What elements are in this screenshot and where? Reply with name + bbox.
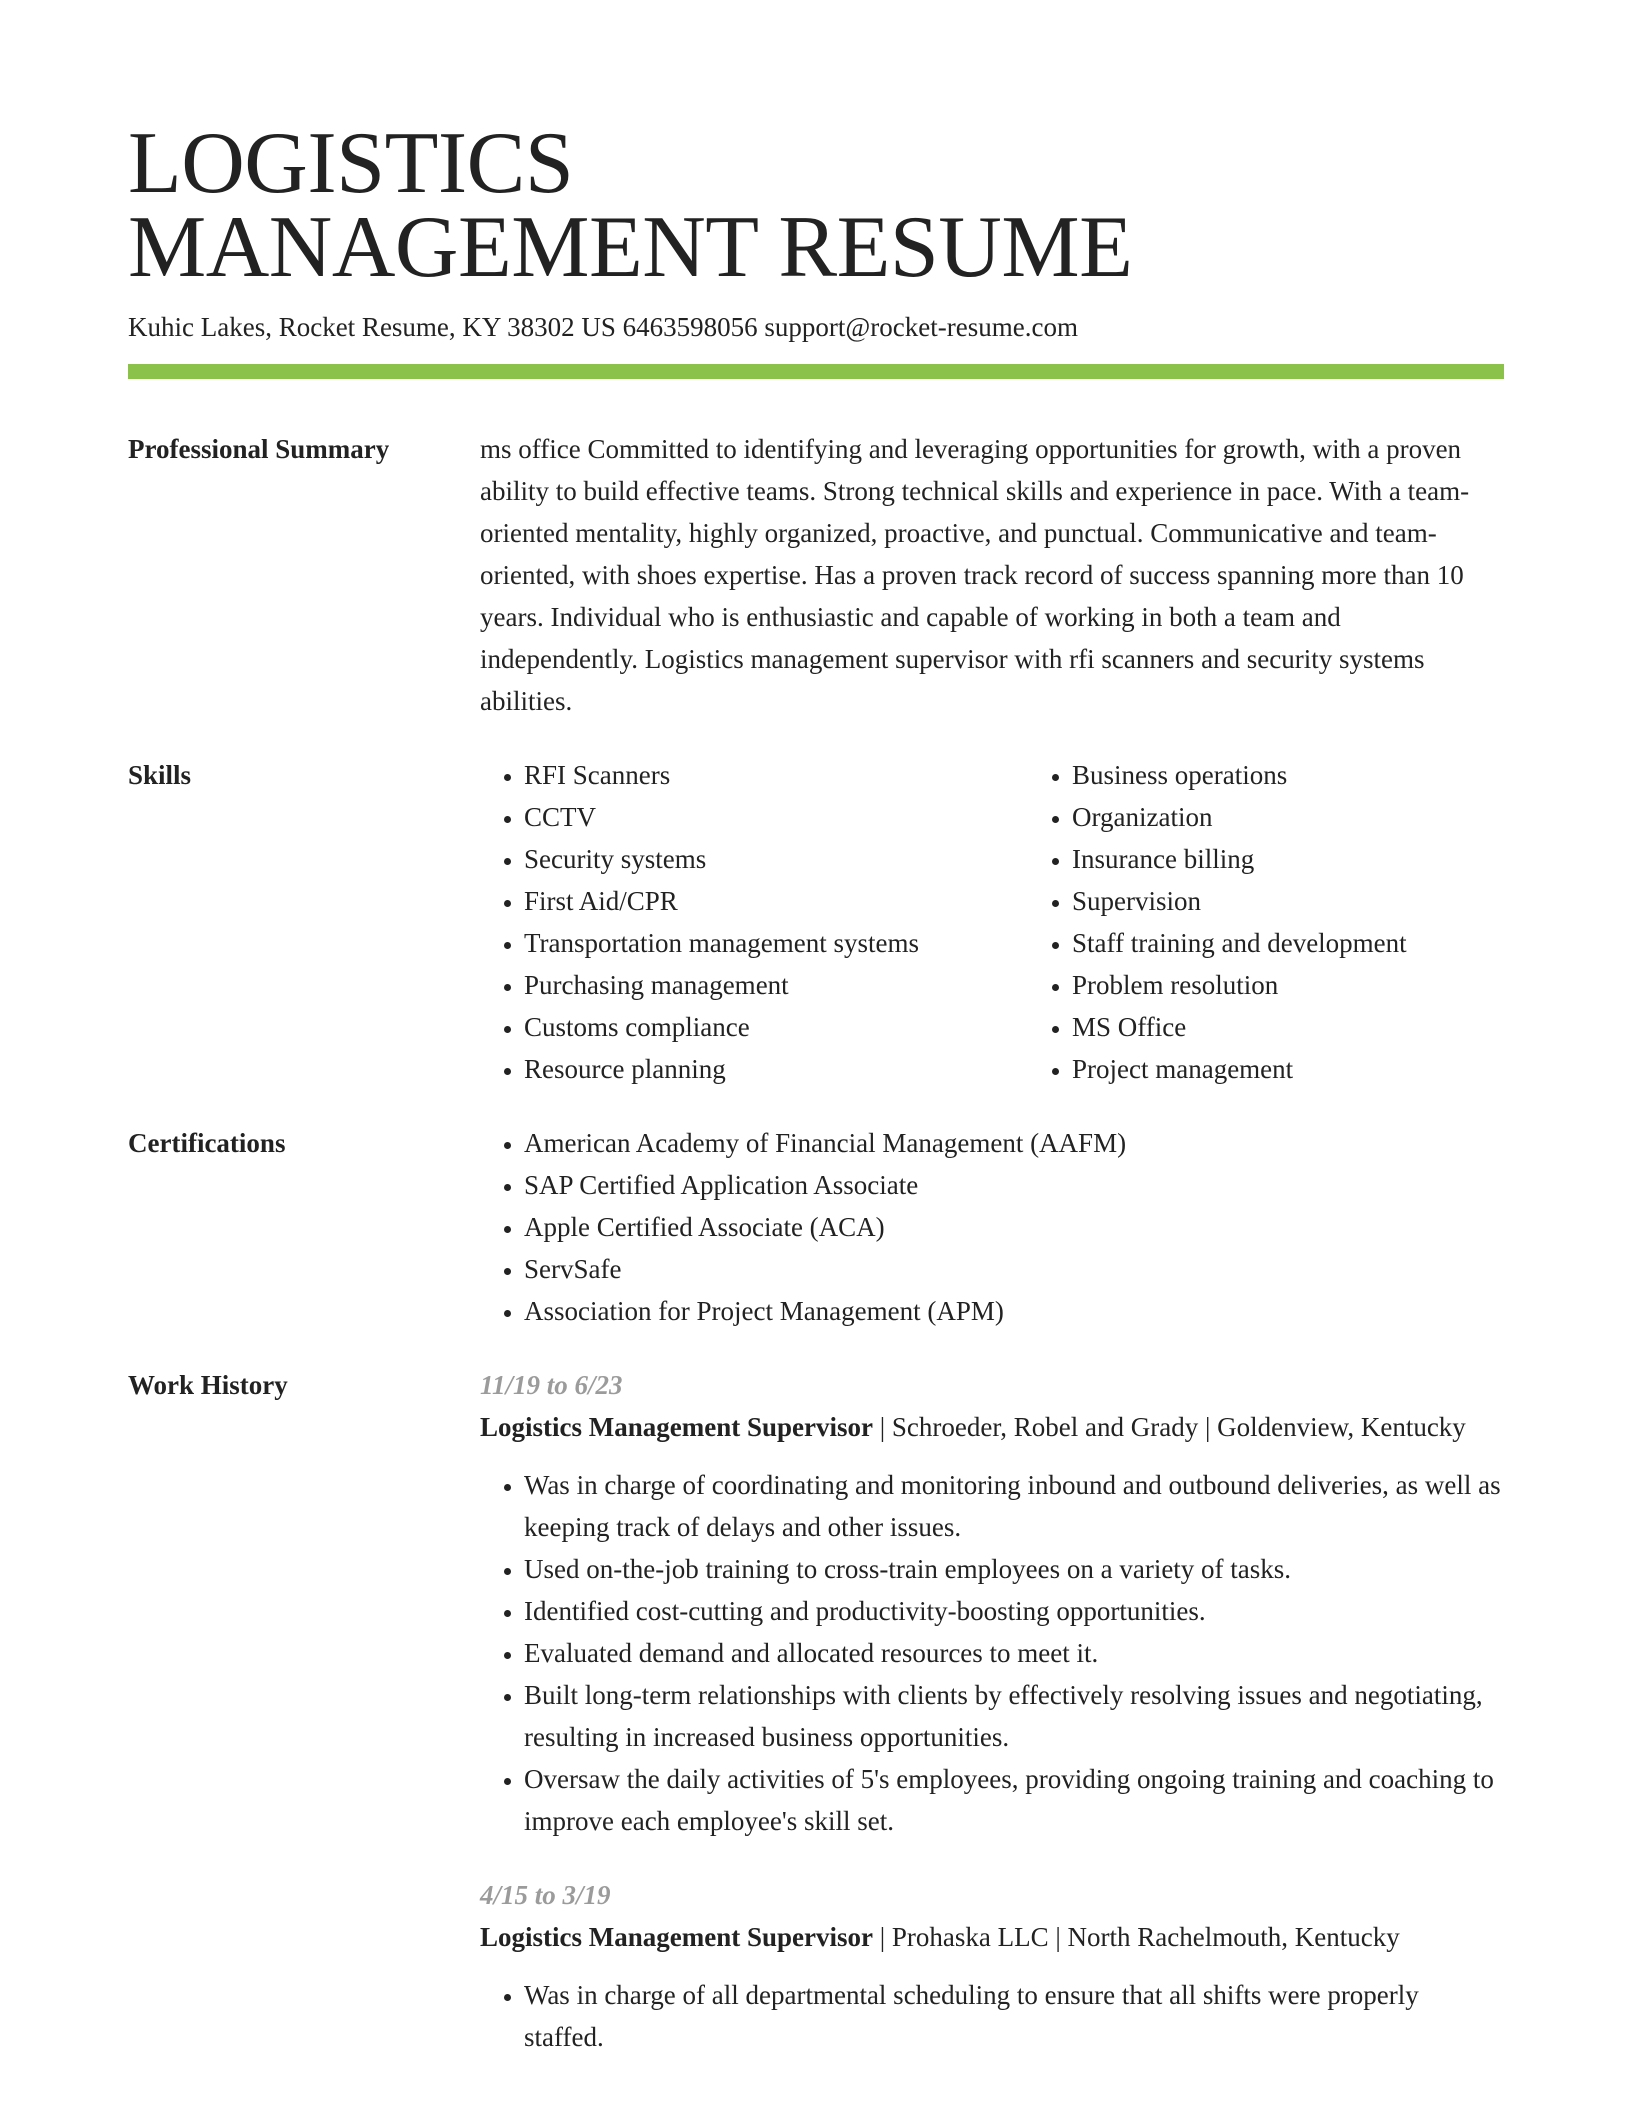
section-heading: Skills — [128, 760, 192, 790]
skill-item: • Project management — [1072, 1048, 1576, 1090]
section-heading: Professional Summary — [128, 434, 390, 464]
certification-item: • Apple Certified Associate (ACA) — [524, 1206, 1504, 1248]
job-dates: 4/15 to 3/19 — [480, 1880, 611, 1910]
job-bullet: • Was in charge of coordinating and monitoring inbound and outbound deliveries, as well as keeping track of delays and other issues. — [524, 1464, 1504, 1548]
job-heading — [480, 1916, 1504, 1958]
summary-text: ms office Committed to identifying and leveraging opportunities for growth, with a proven ability to build effective teams. Strong technical skills and experience in pace. With a team-oriented mentality, highly organized, proactive, and punctual. Communicative and team-oriented, with shoes expertise. Has a proven track record of success spanning more than 10 years. Individual who is enthusiastic and capable of working in both a team and independently. Logistics management supervisor with rfi scanners and security systems abilities. — [480, 434, 1470, 716]
job-entry — [480, 1364, 1504, 1842]
job-bullet: • Oversaw the daily activities of 5's employees, providing ongoing training and coaching to improve each employee's skill set. — [524, 1758, 1504, 1842]
skill-item: • Organization — [1072, 796, 1576, 838]
resume-title-line-1: LOGISTICS — [128, 115, 574, 212]
skills-list-right — [1028, 754, 1576, 1090]
skill-item: • Problem resolution — [1072, 964, 1576, 1006]
certification-item: • ServSafe — [524, 1248, 1504, 1290]
skills-list-left — [480, 754, 1028, 1090]
section-heading: Work History — [128, 1370, 288, 1400]
skill-item: • Business operations — [1072, 754, 1576, 796]
skill-item: • RFI Scanners — [524, 754, 1028, 796]
job-bullets — [480, 1974, 1504, 2058]
job-title: Logistics Management Supervisor — [480, 1412, 873, 1442]
skill-item: • Staff training and development — [1072, 922, 1576, 964]
accent-divider — [128, 364, 1504, 379]
skill-item: • Supervision — [1072, 880, 1576, 922]
resume-page — [128, 115, 1504, 2058]
job-bullet: • Used on-the-job training to cross-train employees on a variety of tasks. — [524, 1548, 1504, 1590]
section-heading: Certifications — [128, 1128, 286, 1158]
resume-title — [128, 115, 1504, 296]
certifications-section — [128, 1122, 1504, 1332]
work-history-section — [128, 1364, 1504, 2058]
skills-section — [128, 754, 1504, 1090]
job-title: Logistics Management Supervisor — [480, 1922, 873, 1952]
job-bullet: • Built long-term relationships with clients by effectively resolving issues and negotiating, resulting in increased business opportunities. — [524, 1674, 1504, 1758]
job-bullet: • Evaluated demand and allocated resources to meet it. — [524, 1632, 1504, 1674]
skill-item: • Transportation management systems — [524, 922, 1028, 964]
certification-item: • Association for Project Management (APM) — [524, 1290, 1504, 1332]
job-employer-location: | Prohaska LLC | North Rachelmouth, Kentucky — [872, 1922, 1400, 1952]
skills-columns — [480, 754, 1576, 1090]
skill-item: • Resource planning — [524, 1048, 1028, 1090]
skill-item: • CCTV — [524, 796, 1028, 838]
job-heading — [480, 1406, 1504, 1448]
certifications-list — [480, 1122, 1504, 1332]
skill-item: • First Aid/CPR — [524, 880, 1028, 922]
contact-line: Kuhic Lakes, Rocket Resume, KY 38302 US 6463598056 support@rocket-resume.com — [128, 312, 1078, 342]
certification-item: • SAP Certified Application Associate — [524, 1164, 1504, 1206]
job-bullet: • Identified cost-cutting and productivity-boosting opportunities. — [524, 1590, 1504, 1632]
skill-item: • Purchasing management — [524, 964, 1028, 1006]
resume-title-line-2: MANAGEMENT RESUME — [128, 199, 1133, 296]
skill-item: • MS Office — [1072, 1006, 1576, 1048]
certification-item: • American Academy of Financial Management (AAFM) — [524, 1122, 1504, 1164]
skill-item: • Insurance billing — [1072, 838, 1576, 880]
job-entry — [480, 1874, 1504, 2058]
job-bullets — [480, 1464, 1504, 1842]
skill-item: • Customs compliance — [524, 1006, 1028, 1048]
job-employer-location: | Schroeder, Robel and Grady | Goldenview, Kentucky — [872, 1412, 1466, 1442]
professional-summary-section — [128, 428, 1504, 722]
skill-item: • Security systems — [524, 838, 1028, 880]
job-dates: 11/19 to 6/23 — [480, 1370, 623, 1400]
job-bullet: • Was in charge of all departmental scheduling to ensure that all shifts were properly staffed. — [524, 1974, 1504, 2058]
work-history-body — [480, 1364, 1504, 2058]
